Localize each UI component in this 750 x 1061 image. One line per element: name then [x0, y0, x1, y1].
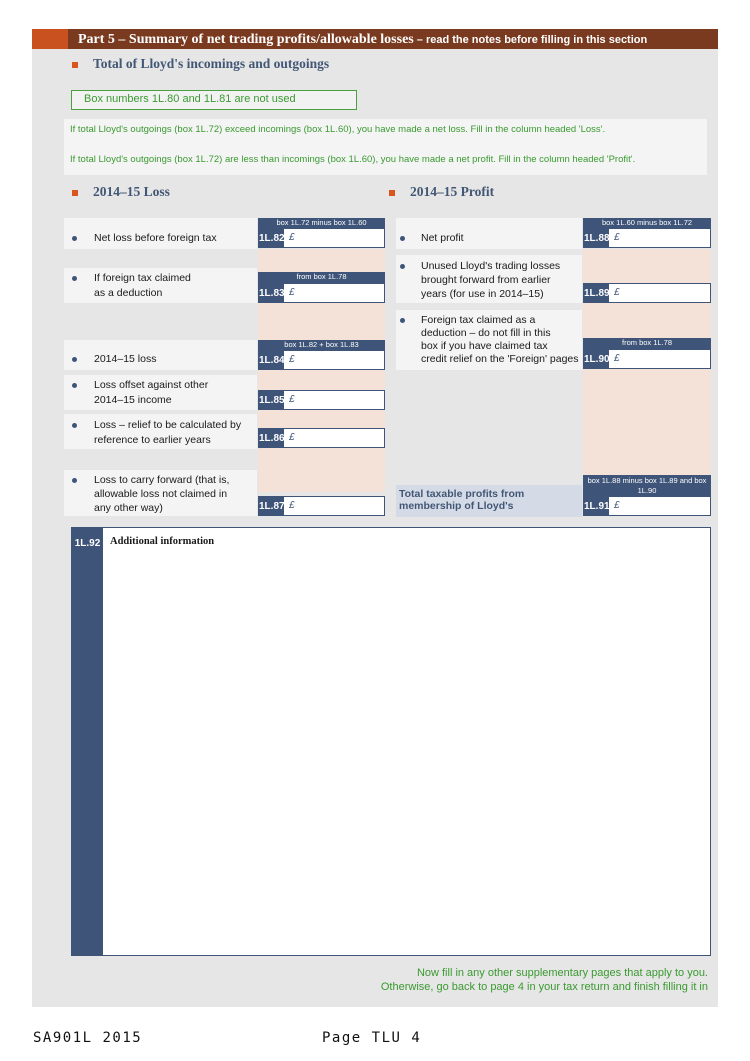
label-foreign-tax-line2: deduction – do not fill in this [421, 327, 551, 339]
input-box-1L86[interactable] [258, 428, 385, 448]
label-carry-forward-line2: allowable loss not claimed in [94, 488, 228, 500]
additional-information-box[interactable] [71, 527, 711, 956]
pound-sign: £ [289, 232, 295, 243]
profit-column-title: 2014–15 Profit [410, 184, 495, 199]
label-net-profit: Net profit [421, 232, 464, 244]
loss-instruction: If total Lloyd's outgoings (box 1L.72) exceed incomings (box 1L.60), you have made a net loss. Fill in the column headed 'Loss'. [70, 124, 606, 135]
label-loss-offset-line1: Loss offset against other [94, 379, 209, 391]
label-net-loss: Net loss before foreign tax [94, 232, 217, 244]
pound-sign: £ [614, 232, 620, 243]
bullet-dot-icon [72, 357, 77, 362]
label-carry-forward-line1: Loss to carry forward (that is, [94, 474, 230, 486]
form-code: SA901L 2015 [33, 1030, 143, 1046]
page-number: Page TLU 4 [322, 1030, 422, 1046]
label-foreign-tax-deduction-line2: as a deduction [94, 287, 163, 299]
label-foreign-tax-line1: Foreign tax claimed as a [421, 314, 536, 326]
not-used-notice: Box numbers 1L.80 and 1L.81 are not used [71, 90, 357, 110]
input-box-1L88[interactable] [583, 228, 711, 248]
label-unused-losses-line1: Unused Lloyd's trading losses [421, 260, 561, 272]
formula-header: box 1L.60 minus box 1L.72 [583, 218, 711, 228]
section-title-totals: Total of Lloyd's incomings and outgoings [93, 56, 330, 71]
label-foreign-tax-line4: credit relief on the 'Foreign' pages [421, 353, 579, 365]
header-accent-tab [32, 29, 68, 49]
profit-bullet-icon [389, 190, 395, 196]
pound-sign: £ [614, 500, 620, 511]
pound-sign: £ [614, 353, 620, 364]
pound-sign: £ [289, 287, 295, 298]
part-subtitle: – read the notes before filling in this section [413, 34, 648, 46]
label-unused-losses-line3: years (for use in 2014–15) [421, 288, 544, 300]
input-box-1L89[interactable] [583, 283, 711, 303]
label-unused-losses-line2: brought forward from earlier [421, 274, 551, 286]
total-label-line2: membership of Lloyd's [399, 500, 514, 512]
box-number: 1L.87 [259, 497, 284, 515]
formula-header: box 1L.88 minus box 1L.89 and box 1L.90 [583, 475, 711, 496]
input-box-1L83[interactable] [258, 283, 385, 303]
additional-information-title: Additional information [110, 536, 215, 547]
label-carry-forward-line3: any other way) [94, 502, 163, 514]
box-number: 1L.90 [584, 350, 609, 368]
input-box-1L84[interactable] [258, 350, 385, 370]
footer-note-line2: Otherwise, go back to page 4 in your tax return and finish filling it in [380, 981, 708, 993]
pound-sign: £ [614, 287, 620, 298]
total-taxable-profits-label [396, 485, 582, 517]
input-box-1L87[interactable] [258, 496, 385, 516]
input-box-1L85[interactable] [258, 390, 385, 410]
bullet-dot-icon [400, 236, 405, 241]
label-loss-total: 2014–15 loss [94, 353, 157, 365]
pound-sign: £ [289, 500, 295, 511]
part-title: Part 5 – Summary of net trading profits/allowable losses [78, 32, 414, 47]
bullet-dot-icon [72, 478, 77, 483]
bullet-dot-icon [72, 423, 77, 428]
label-foreign-tax-deduction-line1: If foreign tax claimed [94, 272, 191, 284]
label-loss-offset-line2: 2014–15 income [94, 394, 172, 406]
box-number: 1L.91 [584, 497, 609, 515]
loss-bullet-icon [72, 190, 78, 196]
bullet-dot-icon [400, 318, 405, 323]
bullet-dot-icon [72, 236, 77, 241]
formula-header: from box 1L.78 [583, 338, 711, 349]
box-number: 1L.84 [259, 351, 284, 369]
box-number: 1L.89 [584, 284, 609, 302]
row-background [64, 340, 257, 370]
pound-sign: £ [289, 394, 295, 405]
loss-column-title: 2014–15 Loss [93, 184, 170, 199]
bullet-dot-icon [72, 383, 77, 388]
formula-header: box 1L.82 + box 1L.83 [258, 340, 385, 350]
footer-note-line1: Now fill in any other supplementary pages that apply to you. [416, 967, 708, 979]
input-box-1L91[interactable] [583, 496, 711, 516]
box-number: 1L.83 [259, 284, 284, 302]
formula-header: from box 1L.78 [258, 272, 385, 283]
box-number: 1L.88 [584, 229, 609, 247]
input-box-1L82[interactable] [258, 228, 385, 248]
label-relief-earlier-years-line2: reference to earlier years [94, 434, 211, 446]
input-box-1L90[interactable] [583, 349, 711, 369]
box-number: 1L.86 [259, 429, 284, 447]
bullet-dot-icon [400, 264, 405, 269]
label-relief-earlier-years-line1: Loss – relief to be calculated by [94, 419, 242, 431]
box-number: 1L.82 [259, 229, 284, 247]
formula-header: box 1L.72 minus box 1L.60 [258, 218, 385, 228]
profit-instruction: If total Lloyd's outgoings (box 1L.72) are less than incomings (box 1L.60), you have made a net profit. Fill in the column headed 'Profit'. [70, 154, 636, 165]
section-bullet-icon [72, 62, 78, 68]
box-number: 1L.92 [74, 538, 101, 549]
pound-sign: £ [289, 354, 295, 365]
bullet-dot-icon [72, 276, 77, 281]
box-number: 1L.85 [259, 391, 284, 409]
label-foreign-tax-line3: box if you have claimed tax [421, 340, 548, 352]
part-header [68, 29, 718, 49]
pound-sign: £ [289, 432, 295, 443]
box-number-strip [72, 528, 103, 955]
total-label-line1: Total taxable profits from [399, 488, 525, 500]
